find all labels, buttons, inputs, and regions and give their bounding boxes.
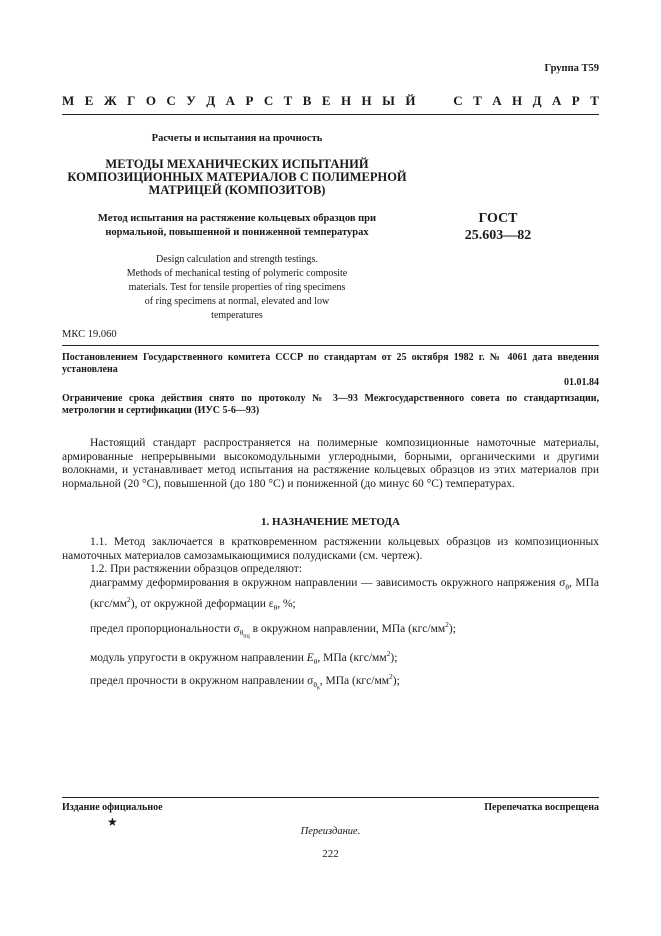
gost-label: ГОСТ — [478, 211, 518, 226]
mks-code: МКС 19.060 — [62, 329, 117, 340]
subscript: θ — [313, 657, 318, 667]
banner-letter: А — [551, 93, 562, 108]
banner-letter: А — [492, 93, 502, 108]
term-text: , МПа (кгс/мм — [319, 674, 389, 687]
banner-letter: Е — [84, 93, 94, 108]
title-line: МЕТОДЫ МЕХАНИЧЕСКИХ ИСПЫТАНИЙ — [105, 157, 369, 171]
term-strength — [62, 670, 599, 696]
reissue-note: Переиздание. — [300, 826, 361, 837]
banner-letter: Т — [473, 93, 482, 108]
banner-letter: С — [453, 93, 463, 108]
banner-letter: С — [263, 93, 274, 108]
document-title — [62, 158, 412, 197]
section-body — [62, 536, 599, 696]
banner-letter: Д — [532, 93, 542, 108]
english-line: materials. Test for tensile properties of ring specimens — [128, 282, 346, 293]
banner-letter: Н — [340, 93, 352, 108]
term-text: , МПа (кгс/мм — [317, 651, 387, 664]
document-subtitle — [62, 212, 412, 239]
banner-letter: С — [166, 93, 176, 108]
english-line: temperatures — [211, 310, 263, 321]
title-line: КОМПОЗИЦИОННЫХ МАТЕРИАЛОВ С ПОЛИМЕРНОЙ — [67, 170, 407, 184]
subsubscript: пц — [243, 633, 250, 640]
term-text: в окружном направлении, МПа (кгс/мм — [249, 622, 446, 635]
banner-letter: Д — [206, 93, 216, 108]
subsubscript: в — [316, 685, 320, 692]
english-title — [62, 253, 412, 323]
banner-letter — [426, 93, 429, 109]
banner-letter: О — [145, 93, 156, 108]
gost-number — [448, 210, 548, 244]
banner-letter: Р — [571, 93, 580, 108]
term-text: ); — [448, 622, 456, 635]
term-text: , МПа (кгс/мм — [90, 576, 599, 611]
term-text: , %; — [277, 598, 296, 611]
banner-letter: В — [302, 93, 312, 108]
term-text: ), от окружной деформации ε — [130, 598, 274, 611]
banner-rule — [62, 114, 599, 115]
banner-letter: Н — [361, 93, 372, 108]
banner-letter: Ы — [382, 93, 395, 108]
italic-symbol: E — [306, 651, 314, 664]
banner-letter: Ж — [103, 93, 117, 108]
banner-letter — [440, 93, 443, 109]
clause-1-2: 1.2. При растяжении образцов определяют: — [90, 563, 303, 575]
section-heading: 1. НАЗНАЧЕНИЕ МЕТОДА — [261, 516, 400, 528]
term-text: ); — [392, 674, 400, 687]
introduction-date: 01.01.84 — [564, 377, 599, 388]
star-icon: ★ — [107, 815, 118, 829]
official-edition: Издание официальное — [62, 802, 163, 813]
series-title: Расчеты и испытания на прочность — [151, 133, 323, 144]
group-code: Группа Т59 — [544, 63, 599, 74]
footer-rule — [62, 797, 599, 798]
standard-banner — [62, 93, 599, 109]
term-text: предел пропорциональности σ — [90, 622, 240, 635]
superscript: 2 — [389, 671, 393, 681]
subtitle-line: Метод испытания на растяжение кольцевых образцов при — [97, 213, 377, 224]
banner-letter: Е — [321, 93, 331, 108]
header-rule — [62, 345, 599, 346]
subscript — [239, 628, 250, 640]
subscript: θ — [273, 603, 278, 613]
superscript: 2 — [445, 619, 449, 629]
term-modulus — [62, 647, 599, 669]
intro-paragraph: Настоящий стандарт распространяется на полимерные композиционные намоточные материалы, армированные непрерывными высокомодульными углеродными, борными, органическими и другими волокнами, и устанавливает метод испытания на растяжение кольцевых образцов из этих материалов при нормальной (20 °С), повышенной (до 180 °С) и пониженной (до минус 60 °С) температурах. — [62, 437, 599, 490]
term-text: диаграмму деформирования в окружном направлении — зависимость окружного напряжения σ — [90, 576, 566, 589]
banner-letter: А — [225, 93, 235, 108]
banner-letter: М — [62, 93, 75, 108]
subscript-text: θ — [313, 679, 317, 689]
banner-letter: У — [186, 93, 196, 108]
term-text: предел прочности в окружном направлении σ — [90, 674, 314, 687]
superscript: 2 — [386, 649, 391, 659]
gost-code: 25.603—82 — [464, 228, 532, 243]
subscript: θ — [565, 581, 569, 591]
term-proportionality — [62, 618, 599, 644]
term-text: ); — [390, 651, 398, 664]
banner-letter: Н — [512, 93, 523, 108]
term-diagram — [62, 577, 599, 615]
term-text: модуль упругости в окружном направлении — [90, 651, 307, 664]
page-number: 222 — [322, 848, 339, 860]
english-line: Design calculation and strength testings. — [156, 254, 318, 265]
english-line: of ring specimens at normal, elevated and low — [144, 296, 330, 307]
english-line: Methods of mechanical testing of polymeric composite — [126, 268, 348, 279]
decree-text: Постановлением Государственного комитета СССР по стандартам от 25 октября 1982 г. № 4061 дата введения установлена — [62, 352, 599, 375]
banner-letter: Т — [590, 93, 599, 108]
banner-letter: Р — [245, 93, 254, 108]
reprint-prohibited: Перепечатка воспрещена — [484, 802, 599, 813]
clause-1-1: 1.1. Метод заключается в кратковременном растяжении кольцевых образцов из композиционных намоточных материалов самозамыкающимися полудисками (см. чертеж). — [62, 536, 599, 562]
banner-letter: Й — [405, 93, 416, 108]
subscript-text: θ — [239, 628, 244, 638]
subtitle-line: нормальной, повышенной и пониженной температурах — [105, 226, 369, 238]
limit-removed-text: Ограничение срока действия снято по протоколу № 3—93 Межгосударственного совета по стандартизации, метрологии и сертификации (ИУС 5-6—93) — [62, 393, 599, 416]
banner-letter: Г — [127, 93, 136, 108]
title-line: МАТРИЦЕЙ (КОМПОЗИТОВ) — [148, 183, 326, 197]
superscript: 2 — [127, 595, 131, 605]
banner-letter: Т — [283, 93, 293, 108]
